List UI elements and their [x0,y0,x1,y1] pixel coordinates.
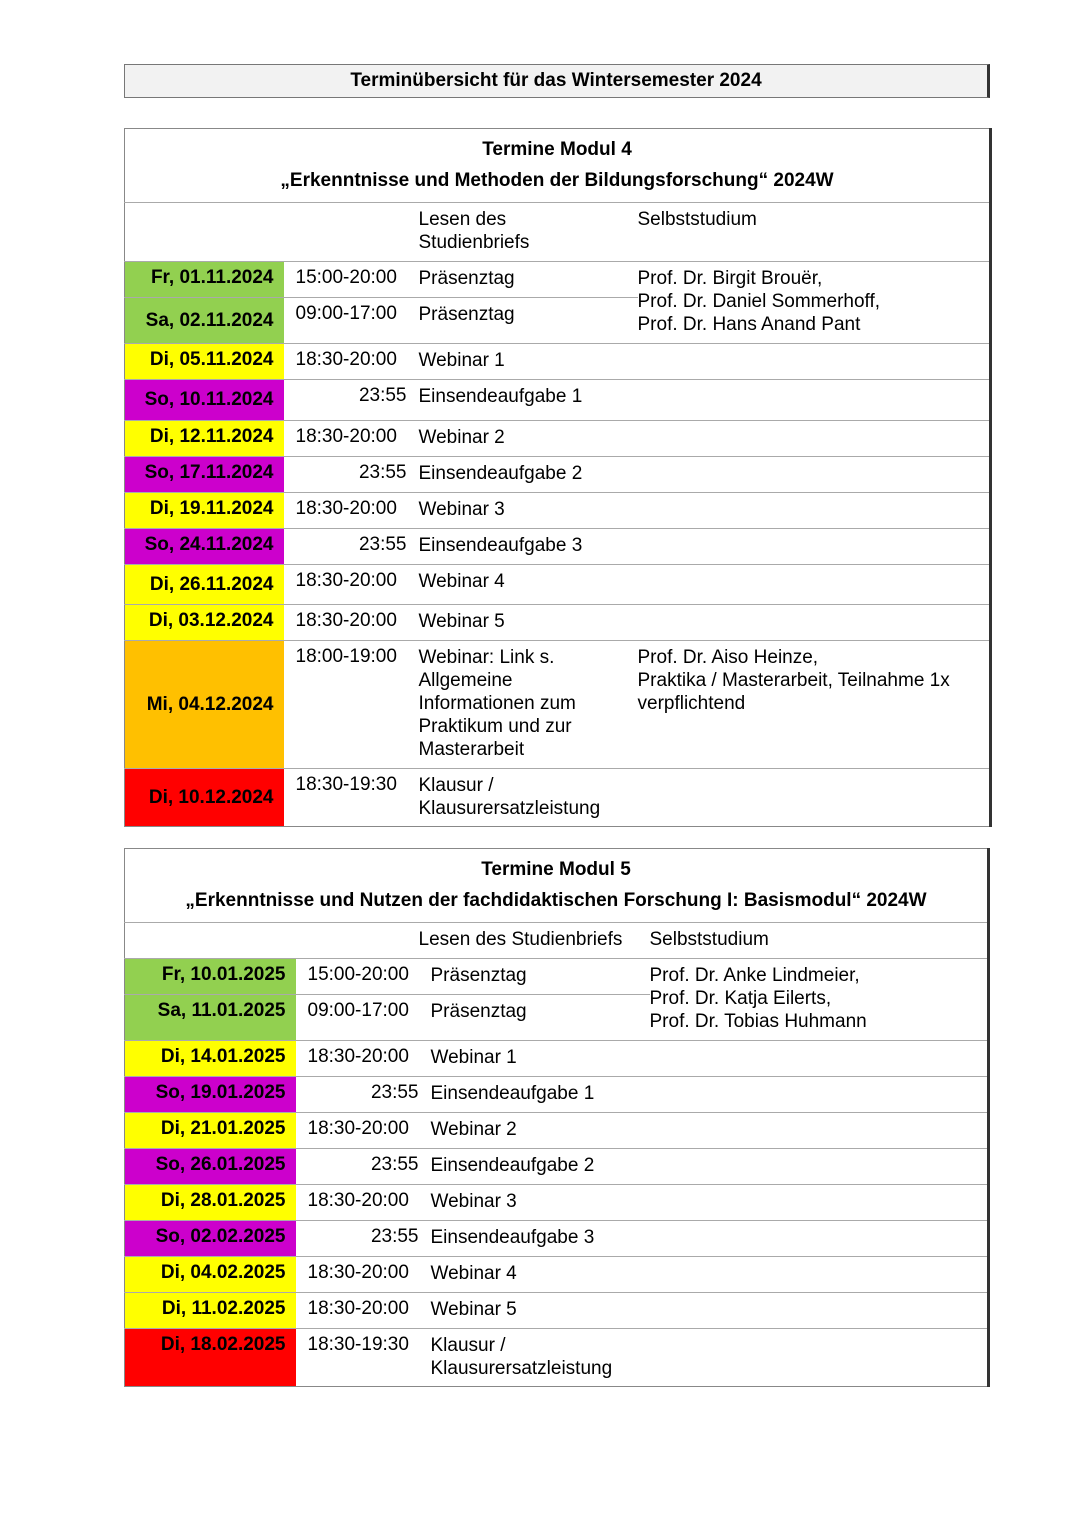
time-cell: 09:00-17:00 [284,298,419,344]
time-cell: 09:00-17:00 [296,995,431,1041]
date-cell: So, 10.11.2024 [125,380,284,421]
date-cell: Di, 05.11.2024 [125,344,284,380]
module5-subtitle: „Erkenntnisse und Nutzen der fachdidaktischen Forschung I: Basismodul“ 2024W [185,890,927,911]
time-cell: 18:30-20:00 [284,605,419,641]
time-cell: 15:00-20:00 [296,959,431,995]
page-title: Terminübersicht für das Wintersemester 2024 [124,64,990,98]
date-cell: Di, 18.02.2025 [125,1329,296,1387]
table-row [125,565,991,605]
self-study-cell [650,1185,989,1221]
table-row [125,605,991,641]
table-row [125,1113,989,1149]
table-row [125,380,991,421]
self-study-cell: Prof. Dr. Aiso Heinze, Praktika / Masterarbeit, Teilnahme 1x verpflichtend [638,641,991,769]
time-cell: 18:30-20:00 [296,1293,431,1329]
module4-table [124,128,992,827]
date-cell: Fr, 01.11.2024 [125,262,284,298]
date-cell: Di, 04.02.2025 [125,1257,296,1293]
table-row [125,1041,989,1077]
activity-cell: Präsenztag [419,262,638,298]
time-cell: 18:30-20:00 [296,1113,431,1149]
date-cell: Di, 12.11.2024 [125,421,284,457]
date-cell: Sa, 02.11.2024 [125,298,284,344]
activity-cell: Präsenztag [431,995,650,1041]
activity-cell: Webinar 5 [419,605,638,641]
time-cell: 23:55 [284,457,419,493]
module4-header [125,129,991,203]
date-cell: So, 26.01.2025 [125,1149,296,1185]
table-row [125,493,991,529]
activity-cell: Webinar 5 [431,1293,650,1329]
table-row [125,1329,989,1387]
date-cell: Di, 10.12.2024 [125,769,284,827]
date-cell: So, 17.11.2024 [125,457,284,493]
column-header-self-study: Selbststudium [650,923,989,959]
date-cell: Di, 21.01.2025 [125,1113,296,1149]
activity-cell: Einsendeaufgabe 1 [431,1077,650,1113]
self-study-cell [650,1329,989,1387]
date-cell: Di, 03.12.2024 [125,605,284,641]
table-row [125,959,989,995]
column-header-empty [125,923,296,959]
presence-lecturers: Prof. Dr. Birgit Brouër, Prof. Dr. Daniel Sommerhoff, Prof. Dr. Hans Anand Pant [638,262,991,344]
activity-cell: Klausur / Klausurersatzleistung [418,775,601,819]
time-cell: 18:30-20:00 [296,1041,431,1077]
module4-title: Termine Modul 4 [482,139,632,160]
column-header-empty [125,203,284,262]
module4-subtitle: „Erkenntnisse und Methoden der Bildungsforschung“ 2024W [280,170,834,191]
presence-lecturers: Prof. Dr. Anke Lindmeier, Prof. Dr. Katja Eilerts, Prof. Dr. Tobias Huhmann [650,959,989,1041]
table-row [125,641,991,769]
activity-cell: Webinar: Link s. Allgemeine Informationen zum Praktikum und zur Masterarbeit [419,641,638,769]
date-cell: Mi, 04.12.2024 [125,641,284,769]
time-cell: 15:00-20:00 [284,262,419,298]
date-cell: Di, 19.11.2024 [125,493,284,529]
activity-cell: Webinar 4 [431,1257,650,1293]
table-row [125,1149,989,1185]
date-cell: Di, 11.02.2025 [125,1293,296,1329]
activity-cell: Webinar 3 [431,1185,650,1221]
module5-title: Termine Modul 5 [481,859,631,880]
date-cell: Di, 26.11.2024 [125,565,284,605]
activity-cell: Webinar 2 [419,421,638,457]
activity-cell: Präsenztag [431,959,650,995]
self-study-cell [650,1257,989,1293]
column-header-reading: Lesen des Studienbriefs [296,923,650,959]
time-cell: 23:55 [284,380,419,421]
table-row [125,262,991,298]
self-study-cell [638,769,991,827]
table-row [125,344,991,380]
self-study-cell [638,344,991,380]
time-cell: 18:30-20:00 [284,565,419,605]
activity-cell: Einsendeaufgabe 2 [431,1149,650,1185]
self-study-cell [638,605,991,641]
self-study-cell [638,529,991,565]
table-row [125,1257,989,1293]
activity-cell: Webinar 2 [431,1113,650,1149]
activity-cell: Webinar 4 [419,565,638,605]
time-cell: 18:30-20:00 [284,421,419,457]
column-header-reading: Lesen des Studienbriefs [419,203,638,262]
activity-cell: Einsendeaufgabe 3 [419,529,638,565]
date-cell: So, 02.02.2025 [125,1221,296,1257]
column-header-empty [284,203,419,262]
time-cell: 18:30-20:00 [284,344,419,380]
activity-cell: Einsendeaufgabe 3 [431,1221,650,1257]
self-study-cell [638,565,991,605]
table-row [125,1185,989,1221]
time-cell: 18:30-20:00 [296,1185,431,1221]
table-row [125,1293,989,1329]
time-cell: 18:00-19:00 [284,641,419,769]
module5-table [124,848,990,1387]
activity-cell: Einsendeaufgabe 1 [419,380,638,421]
table-row [125,457,991,493]
date-cell: Di, 28.01.2025 [125,1185,296,1221]
self-study-cell [638,493,991,529]
self-study-cell [650,1113,989,1149]
self-study-cell [650,1077,989,1113]
self-study-cell [650,1293,989,1329]
self-study-cell [638,380,991,421]
self-study-cell [650,1149,989,1185]
time-cell: 23:55 [284,529,419,565]
date-cell: Di, 14.01.2025 [125,1041,296,1077]
time-cell: 23:55 [296,1221,431,1257]
date-cell: Sa, 11.01.2025 [125,995,296,1041]
time-cell: 23:55 [296,1077,431,1113]
table-row [125,529,991,565]
time-cell: 18:30-19:30 [295,774,397,795]
time-cell: 18:30-20:00 [296,1257,431,1293]
time-cell: 23:55 [296,1149,431,1185]
self-study-cell [650,1221,989,1257]
activity-cell: Klausur / Klausurersatzleistung [430,1335,613,1379]
table-row [125,421,991,457]
activity-cell: Webinar 1 [419,344,638,380]
activity-cell: Webinar 3 [419,493,638,529]
table-row [125,1221,989,1257]
date-cell: So, 19.01.2025 [125,1077,296,1113]
activity-cell: Präsenztag [419,298,638,344]
module5-header [125,849,989,923]
activity-cell: Einsendeaufgabe 2 [419,457,638,493]
self-study-cell [638,457,991,493]
self-study-cell [638,421,991,457]
self-study-cell [650,1041,989,1077]
time-cell: 18:30-19:30 [307,1334,409,1355]
date-cell: So, 24.11.2024 [125,529,284,565]
table-row [125,1077,989,1113]
time-cell: 18:30-20:00 [284,493,419,529]
activity-cell: Webinar 1 [431,1041,650,1077]
date-cell: Fr, 10.01.2025 [125,959,296,995]
column-header-self-study: Selbststudium [638,203,991,262]
table-row [125,769,991,827]
